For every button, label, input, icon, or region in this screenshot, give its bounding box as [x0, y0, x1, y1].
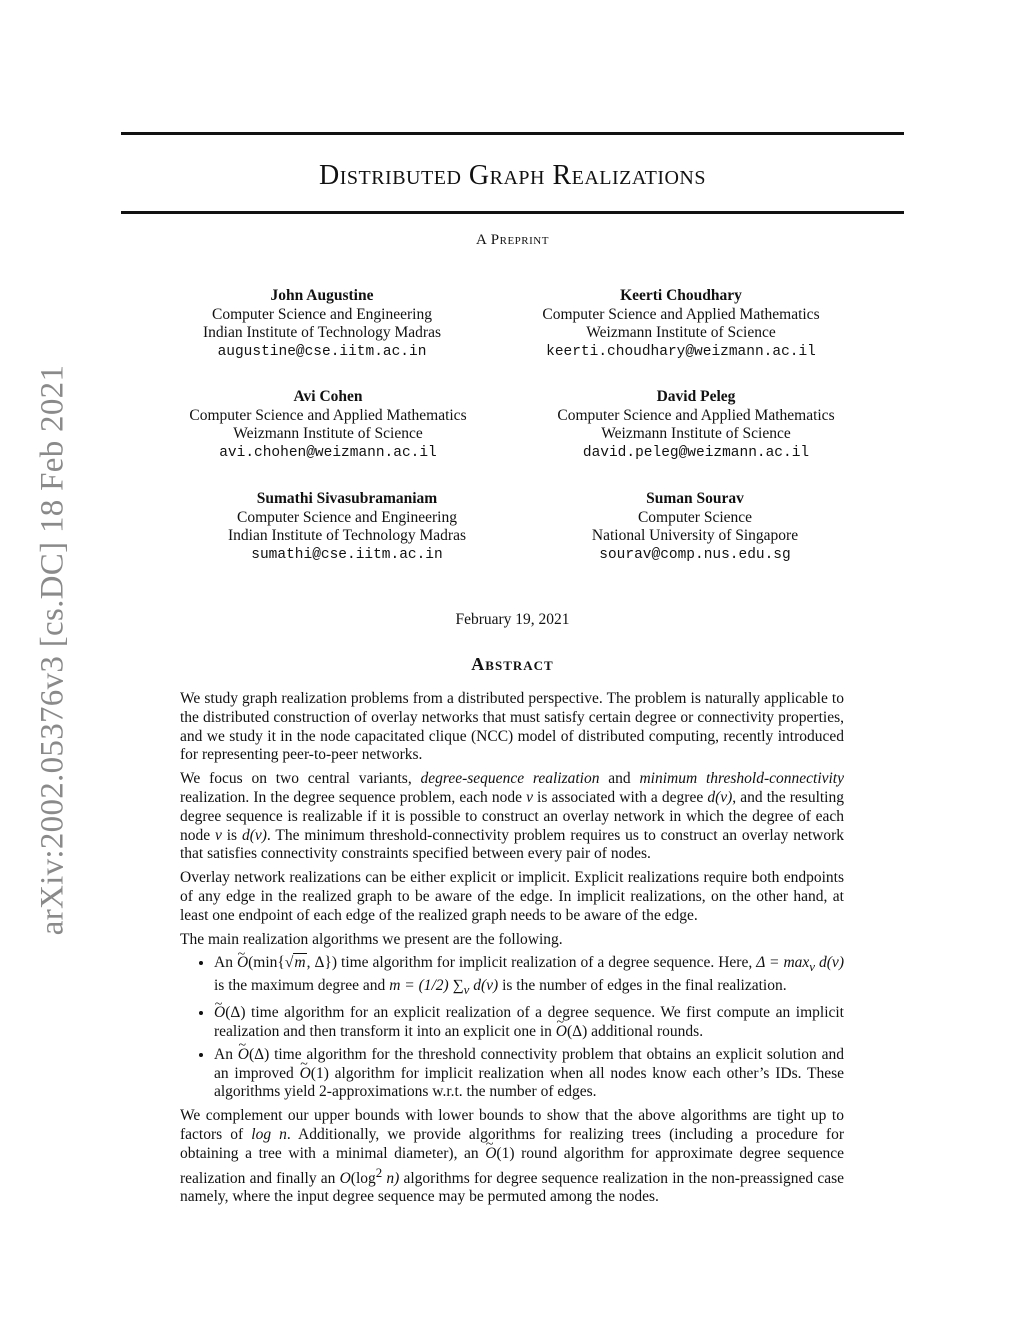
author-block [157, 490, 537, 564]
math-symbol: ~ O [485, 1145, 496, 1164]
author-institution: Weizmann Institute of Science [601, 425, 791, 442]
abstract-heading: Abstract [471, 654, 554, 674]
list-item: • An ~ O(min{√m, Δ}) time algorithm for implicit realization of a degree sequence. Here, $\Delta = \max_v d(v)$ is the maximum degree and m = (1/2) $\sum_v$ d(v) is the number of edges in the final realization. [214, 954, 844, 1000]
abstract-paragraph: The main realization algorithms we present are the following. [180, 930, 563, 948]
author-block [491, 287, 871, 361]
author-institution: Indian Institute of Technology Madras [228, 527, 466, 544]
publication-date: February 19, 2021 [455, 611, 570, 628]
author-name: Keerti Choudhary [620, 287, 742, 304]
math-symbol: ~ O [300, 1065, 311, 1084]
title-rule-top [121, 132, 904, 135]
math-symbol: d(v) [707, 788, 733, 806]
author-name: David Peleg [656, 388, 736, 405]
author-institution: Weizmann Institute of Science [586, 324, 776, 341]
author-dept: Computer Science [637, 508, 753, 526]
author-institution: National University of Singapore [591, 527, 799, 544]
abstract-paragraph: We focus on two central variants, degree-sequence realization and minimum threshold-connectivity realization. In the degree sequence problem, each node v is associated with a degree d(v), and the resulting degree sequence is realizable if it is possible to construct an overlay network in which the degree of each node v is d(v). The minimum threshold-connectivity problem requires us to construct an overlay network that satisfies connectivity constraints specified between every pair of nodes. [180, 770, 844, 863]
author-institution: Weizmann Institute of Science [233, 425, 423, 442]
author-block [505, 490, 885, 564]
math-symbol: v [215, 826, 222, 844]
author-dept: Computer Science and Engineering [212, 305, 432, 323]
author-dept: Computer Science and Engineering [237, 508, 457, 526]
author-block [506, 388, 886, 462]
arxiv-identifier: arXiv:2002.05376v3 [cs.DC] 18 Feb 2021 [34, 364, 71, 936]
math-symbol: ~ O [556, 1023, 567, 1042]
author-institution: Indian Institute of Technology Madras [203, 324, 441, 341]
author-email[interactable]: david.peleg@weizmann.ac.il [582, 444, 810, 461]
preprint-label: A Preprint [476, 232, 549, 248]
math-symbol: ~ O [237, 954, 248, 973]
math-symbol: log n [251, 1125, 287, 1143]
abstract-paragraph: Overlay network realizations can be either explicit or implicit. Explicit realizations require both endpoints of any edge in the realized graph to be aware of the edge. In implicit realizations, on the other hand, at least one endpoint of each edge of the realized graph needs to be aware of the edge. [180, 869, 844, 924]
author-email[interactable]: avi.chohen@weizmann.ac.il [219, 444, 437, 461]
math-symbol: ~ O [214, 1004, 225, 1023]
author-dept: Computer Science and Applied Mathematics [189, 406, 467, 424]
author-email[interactable]: sumathi@cse.iitm.ac.in [251, 546, 443, 563]
author-email[interactable]: augustine@cse.iitm.ac.in [217, 343, 427, 360]
abstract-paragraph: We study graph realization problems from a distributed perspective. The problem is naturally applicable to the distributed construction of overlay networks that must satisfy certain degree or connectivity properties, and we study it in the node capacitated clique (NCC) model of distributed computing, recently introduced for representing peer-to-peer networks. [180, 690, 844, 764]
abstract-paragraph: We complement our upper bounds with lower bounds to show that the above algorithms are tight up to factors of log n. Additionally, we provide algorithms for realizing trees (including a procedure for obtaining a tree with a minimal diameter), an ~ O(1) round algorithm for approximate degree sequence realization and finally an $O(\log^2$ n) algorithms for degree sequence realization in the non-preassigned case namely, where the input degree sequence may be permuted among the nodes. [180, 1107, 844, 1207]
paper-title: Distributed Graph Realizations [319, 160, 706, 191]
math-symbol: v [526, 788, 533, 806]
author-block [138, 388, 518, 462]
list-item: • ~ O(Δ) time algorithm for an explicit realization of a degree sequence. We first compute an implicit realization and then transform it into an explicit one in ~ O(Δ) additional rounds. [214, 1004, 844, 1042]
author-email[interactable]: sourav@comp.nus.edu.sg [599, 546, 791, 563]
author-name: Suman Sourav [646, 490, 744, 507]
term-emphasis: minimum threshold-connectivity [639, 770, 844, 788]
title-rule-bottom [121, 211, 904, 214]
math-symbol: ~ O [238, 1046, 249, 1065]
author-name: Sumathi Sivasubramaniam [256, 490, 438, 507]
math-symbol: d(v) [241, 826, 267, 844]
math-symbol: m [294, 954, 306, 972]
term-emphasis: degree-sequence realization [420, 770, 600, 788]
list-item: • An ~ O(Δ) time algorithm for the threshold connectivity problem that obtains an explicit solution and an improved ~ O(1) algorithm for implicit realization when all nodes know each other’s IDs. These algorithms yield 2-approximations w.r.t. the number of edges. [214, 1046, 844, 1102]
math-symbol: O [339, 1169, 351, 1187]
author-name: Avi Cohen [293, 388, 363, 405]
author-dept: Computer Science and Applied Mathematics [557, 406, 835, 424]
author-dept: Computer Science and Applied Mathematics [542, 305, 820, 323]
author-email[interactable]: keerti.choudhary@weizmann.ac.il [546, 343, 816, 360]
author-block [132, 287, 512, 361]
author-name: John Augustine [270, 287, 374, 304]
algorithm-list [180, 954, 844, 1102]
abstract-body [180, 690, 844, 1212]
